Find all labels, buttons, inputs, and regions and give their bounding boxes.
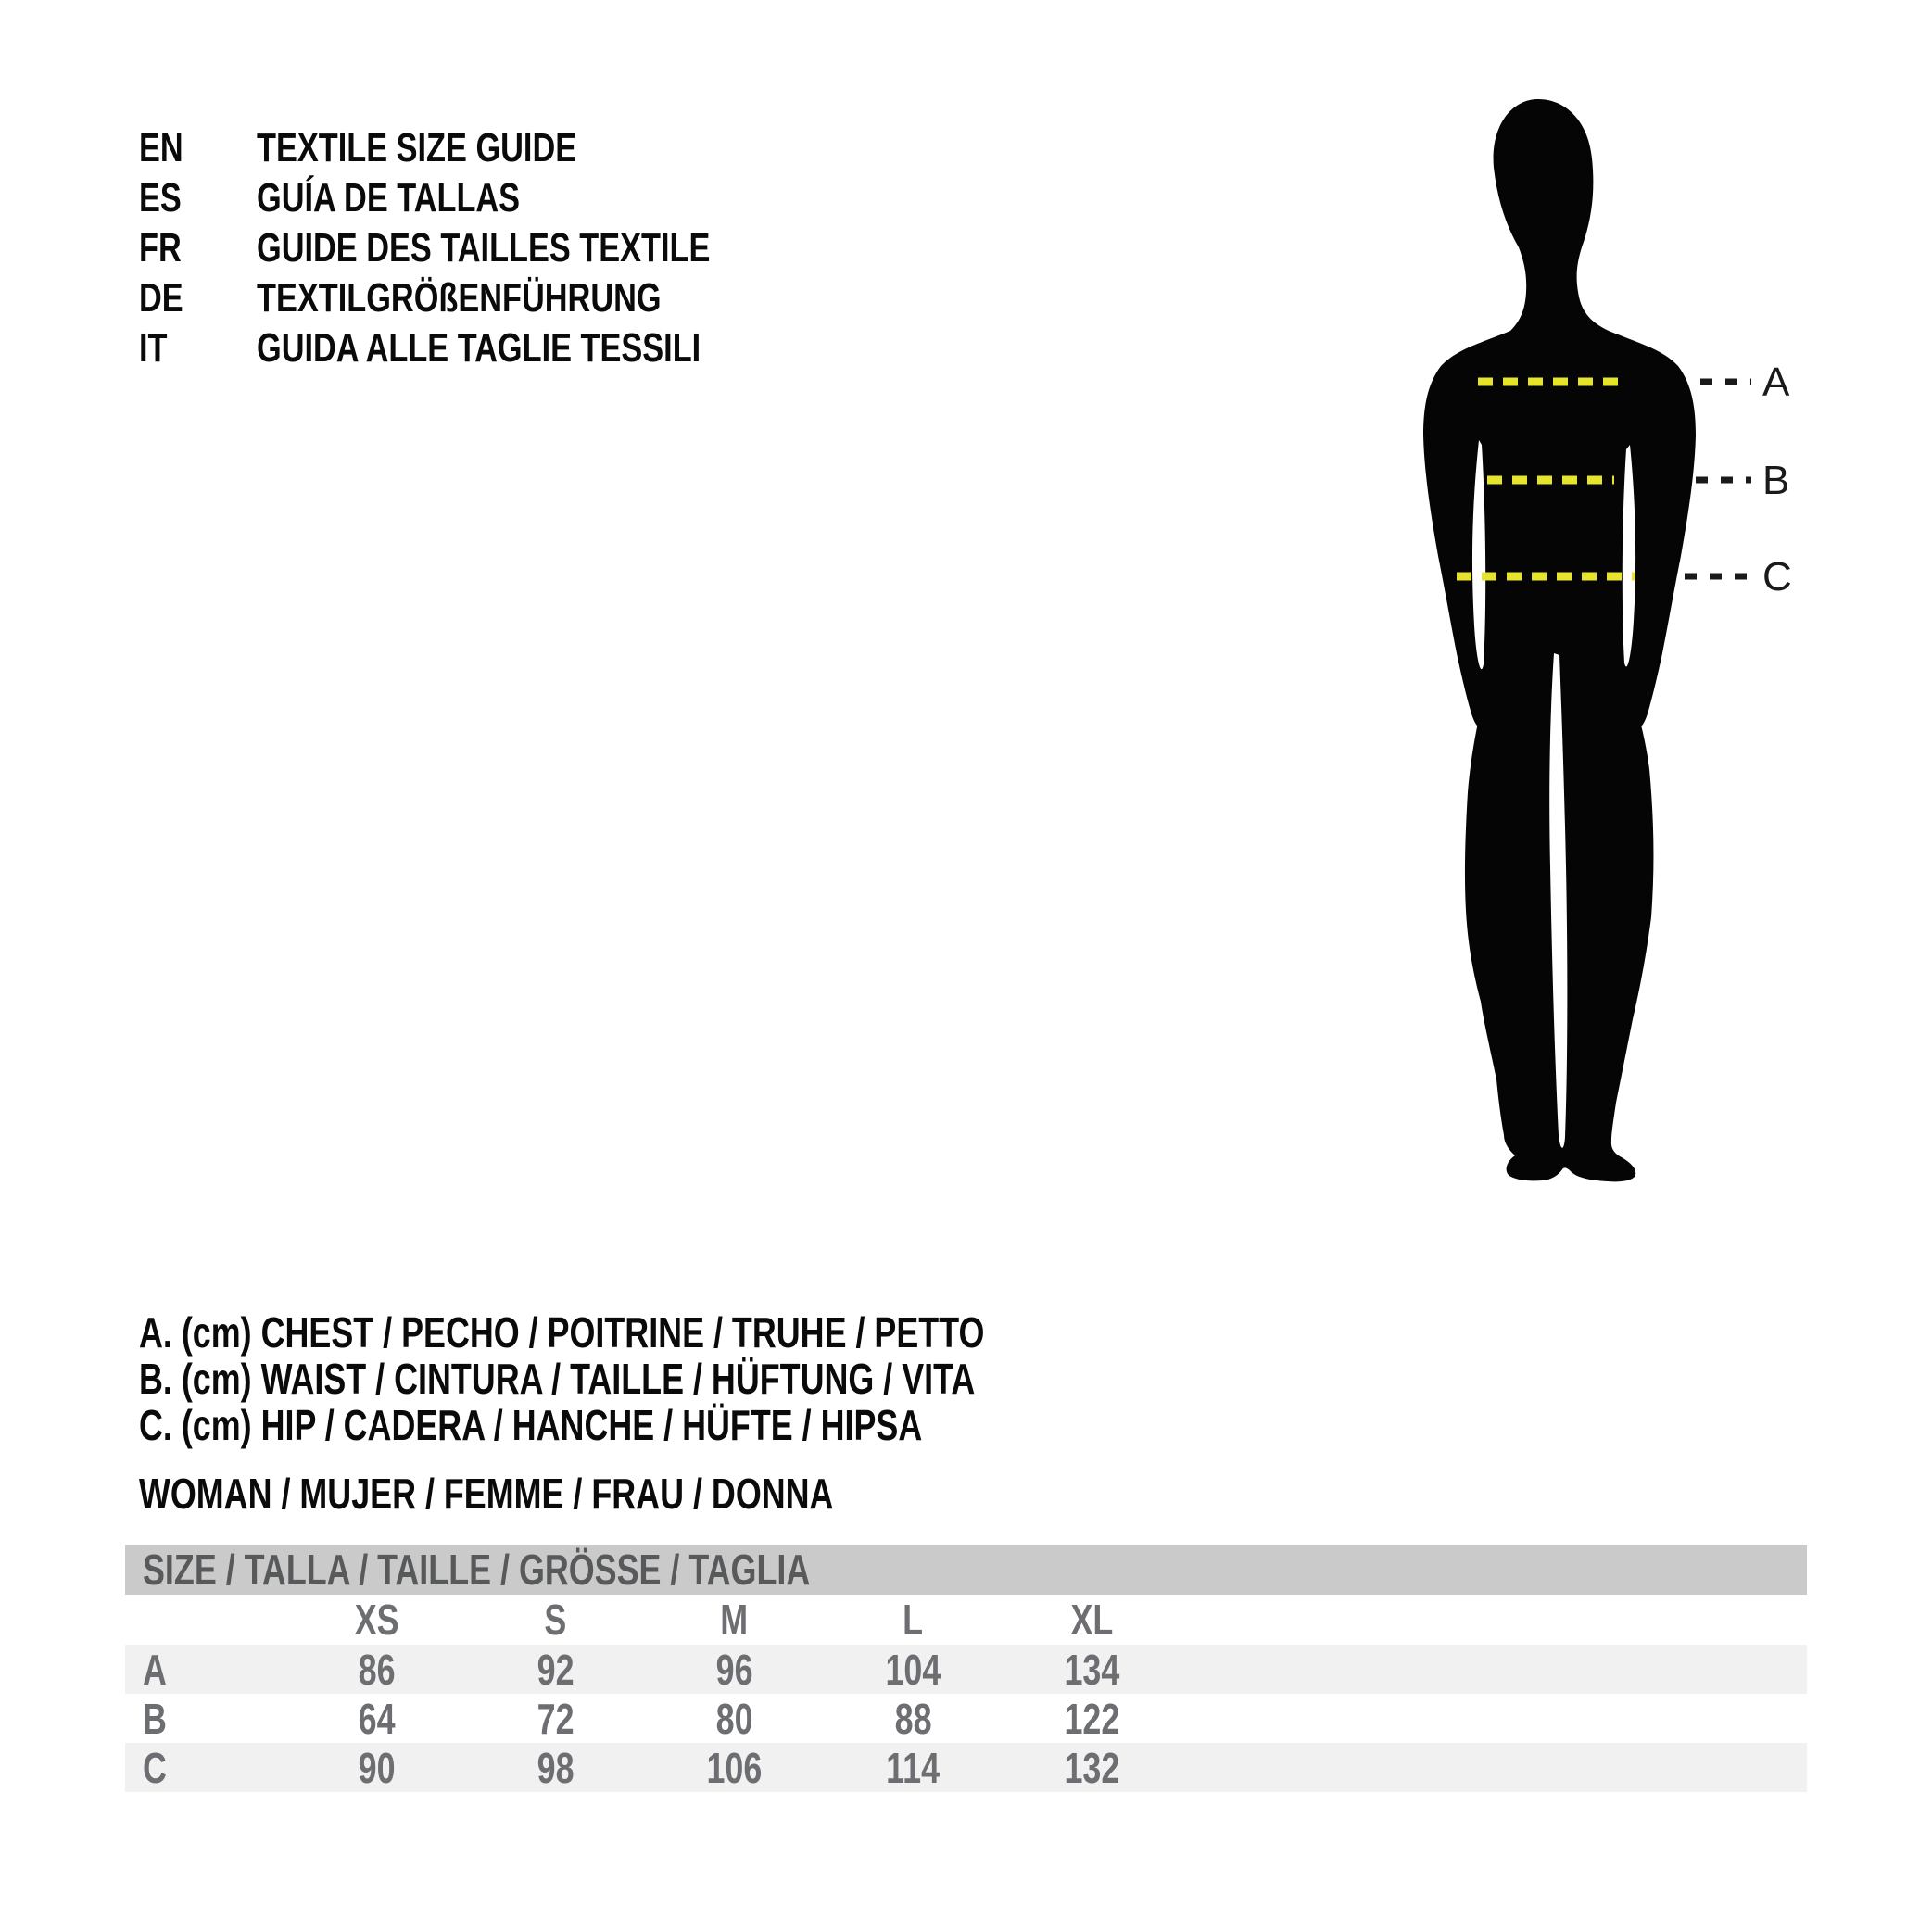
hip-value-xl: 132 xyxy=(1064,1744,1120,1792)
guide-title-es: GUÍA DE TALLAS xyxy=(257,175,521,221)
language-code-de: DE xyxy=(139,275,183,321)
hip-value-m: 106 xyxy=(706,1744,763,1792)
gender-line: WOMAN / MUJER / FEMME / FRAU / DONNA xyxy=(139,1470,834,1518)
guide-title-de: TEXTILGRÖßENFÜHRUNG xyxy=(257,275,662,321)
table-row-waist xyxy=(125,1694,1807,1743)
legend-line-waist: B. (cm) WAIST / CINTURA / TAILLE / HÜFTUNG / VITA xyxy=(139,1355,976,1403)
waist-marker-label: B xyxy=(1762,458,1790,503)
column-header-xl: XL xyxy=(1070,1596,1114,1644)
guide-title-en: TEXTILE SIZE GUIDE xyxy=(257,125,577,170)
language-row-de xyxy=(139,273,838,323)
table-row-hip xyxy=(125,1743,1807,1792)
language-row-es xyxy=(139,173,838,223)
language-row-it xyxy=(139,323,838,373)
hip-value-s: 98 xyxy=(537,1744,575,1792)
measurement-legend xyxy=(139,1309,1223,1448)
woman-silhouette-figure xyxy=(1288,79,1825,1195)
language-code-es: ES xyxy=(139,175,182,221)
waist-value-l: 88 xyxy=(894,1695,932,1743)
legend-line-chest: A. (cm) CHEST / PECHO / POITRINE / TRUHE / PETTO xyxy=(139,1308,985,1357)
language-code-fr: FR xyxy=(139,225,182,271)
column-header-m: M xyxy=(720,1596,749,1644)
language-row-fr xyxy=(139,223,838,273)
row-label: A xyxy=(143,1646,167,1694)
chest-value-xs: 86 xyxy=(358,1646,396,1694)
column-header-s: S xyxy=(544,1596,567,1644)
language-title-list xyxy=(139,123,838,373)
waist-value-m: 80 xyxy=(715,1695,753,1743)
waist-value-xs: 64 xyxy=(358,1695,396,1743)
language-row-en xyxy=(139,123,838,173)
language-code-it: IT xyxy=(139,325,168,371)
hip-value-l: 114 xyxy=(886,1744,941,1792)
hip-value-xs: 90 xyxy=(358,1744,396,1792)
column-header-l: L xyxy=(903,1596,924,1644)
chest-marker-label: A xyxy=(1762,360,1790,405)
size-table-title: SIZE / TALLA / TAILLE / GRÖSSE / TAGLIA xyxy=(143,1546,811,1594)
size-column-header-row xyxy=(125,1595,1807,1645)
size-table-header-bar xyxy=(125,1545,1807,1595)
chest-value-m: 96 xyxy=(715,1646,753,1694)
chest-value-s: 92 xyxy=(537,1646,575,1694)
legend-line-hip: C. (cm) HIP / CADERA / HANCHE / HÜFTE / HIPSA xyxy=(139,1401,923,1449)
column-header-xs: XS xyxy=(354,1596,399,1644)
row-label: B xyxy=(143,1695,167,1743)
guide-title-fr: GUIDE DES TAILLES TEXTILE xyxy=(257,225,711,271)
chest-value-l: 104 xyxy=(885,1646,941,1694)
size-table xyxy=(125,1545,1807,1792)
guide-title-it: GUIDA ALLE TAGLIE TESSILI xyxy=(257,325,701,371)
table-row-chest xyxy=(125,1645,1807,1694)
chest-value-xl: 134 xyxy=(1064,1646,1120,1694)
waist-value-s: 72 xyxy=(537,1695,575,1743)
waist-value-xl: 122 xyxy=(1064,1695,1120,1743)
hip-marker-label: C xyxy=(1762,554,1792,599)
row-label: C xyxy=(143,1744,167,1792)
language-code-en: EN xyxy=(139,125,183,170)
